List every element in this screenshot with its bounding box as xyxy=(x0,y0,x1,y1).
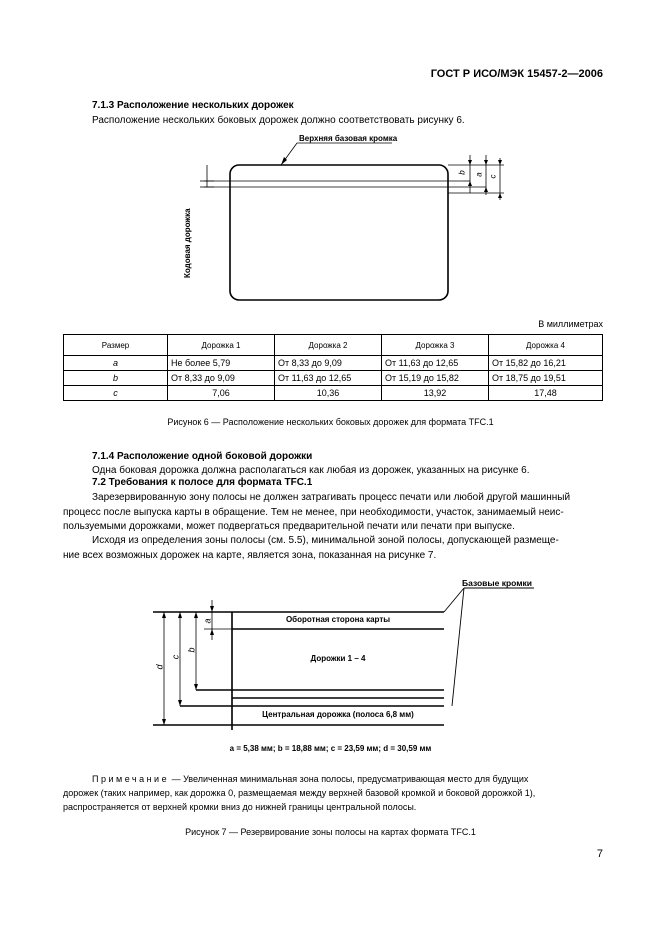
dim-b-label: b xyxy=(457,170,467,175)
base-edge-leader-2 xyxy=(452,588,464,706)
table-header: Дорожка 3 xyxy=(382,335,489,356)
section-heading-713: 7.1.3 Расположение нескольких дорожек xyxy=(92,100,294,111)
note-line-1 xyxy=(92,773,598,786)
table-cell: От 15,82 до 16,21 xyxy=(489,356,603,371)
table-header: Дорожка 4 xyxy=(489,335,603,356)
table-cell: a xyxy=(64,356,168,371)
code-track-label: Кодовая дорожка xyxy=(183,208,192,278)
section-heading-72: 7.2 Требования к полосе для формата TFC.1 xyxy=(92,477,313,488)
table-cell: 13,92 xyxy=(382,386,489,401)
table-cell: От 11,63 до 12,65 xyxy=(382,356,489,371)
table-cell: От 18,75 до 19,51 xyxy=(489,371,603,386)
table-cell: c xyxy=(64,386,168,401)
note-line-3: распространяется от верхней кромки вниз до нижней границы центральной полосы. xyxy=(63,802,417,812)
table-row xyxy=(64,356,603,371)
card-back-label: Оборотная сторона карты xyxy=(285,615,391,624)
section-72-p2-line1: Исходя из определения зоны полосы (см. 5.5), минимальной зоной полосы, допускающей размеще- xyxy=(92,535,559,546)
base-edges-label: Базовые кромки xyxy=(462,578,533,588)
card-outline xyxy=(230,165,448,300)
section-heading-714: 7.1.4 Расположение одной боковой дорожки xyxy=(92,451,313,462)
note-label: Примечание xyxy=(92,774,170,784)
table-cell: b xyxy=(64,371,168,386)
section-72-p1-line3: пользуемыми дорожками, может подвергаться предварительной печати или печати при выпуске. xyxy=(63,521,515,532)
section-text-713: Расположение нескольких боковых дорожек должно соответствовать рисунку 6. xyxy=(92,115,465,126)
table-cell: От 8,33 до 9,09 xyxy=(275,356,382,371)
table-cell: От 11,63 до 12,65 xyxy=(275,371,382,386)
table-row xyxy=(64,386,603,401)
dim-d-label: d xyxy=(154,664,165,670)
table-header-row xyxy=(64,335,603,356)
dim-a-label: a xyxy=(474,172,484,177)
section-text-714: Одна боковая дорожка должна располагаться как любая из дорожек, указанных на рисунке 6. xyxy=(92,465,530,476)
top-edge-label: Верхняя базовая кромка xyxy=(299,134,398,143)
figure-6-caption: Рисунок 6 — Расположение нескольких боковых дорожек для формата TFC.1 xyxy=(167,417,494,427)
table-cell: 17,48 xyxy=(489,386,603,401)
table-header: Размер xyxy=(64,335,168,356)
section-72-p2-line2: ние всех возможных дорожек на карте, является зона, показанная на рисунке 7. xyxy=(63,550,437,561)
page-number: 7 xyxy=(596,848,603,860)
note-line-2: дорожек (таких например, как дорожка 0, размещаемая между верхней базовой кромкой и боковой дорожкой 1), xyxy=(63,788,536,798)
dim-c-label: c xyxy=(488,174,498,179)
dim-a-label: a xyxy=(202,618,213,624)
section-72-p1-line1: Зарезервированную зону полосы не должен затрагивать процесс печати или любой другой машинный xyxy=(92,492,571,503)
dimensions-table xyxy=(63,334,603,401)
table-cell: От 15,19 до 15,82 xyxy=(382,371,489,386)
figure-6-drawing xyxy=(0,0,661,330)
dim-c-label: c xyxy=(170,654,181,660)
table-cell: 7,06 xyxy=(168,386,275,401)
units-note: В миллиметрах xyxy=(538,319,603,329)
section-72-p1-line2: процесс после выпуска карты в обращение. Тем не менее, при необходимости, участок, занимаемый неис- xyxy=(63,507,564,518)
figure-7-caption: Рисунок 7 — Резервирование зоны полосы на картах формата TFC.1 xyxy=(185,827,476,837)
document-id: ГОСТ Р ИСО/МЭК 15457-2—2006 xyxy=(430,68,603,80)
dim-b-label: b xyxy=(186,647,197,653)
table-cell: Не более 5,79 xyxy=(168,356,275,371)
tracks-label: Дорожки 1 – 4 xyxy=(310,654,366,663)
note-text-1: — Увеличенная минимальная зона полосы, предусматривающая место для будущих xyxy=(169,774,529,784)
central-track-label: Центральная дорожка (полоса 6,8 мм) xyxy=(262,710,414,719)
table-cell: 10,36 xyxy=(275,386,382,401)
table-header: Дорожка 2 xyxy=(275,335,382,356)
table-cell: От 8,33 до 9,09 xyxy=(168,371,275,386)
table-header: Дорожка 1 xyxy=(168,335,275,356)
base-edge-leader-1 xyxy=(444,588,464,612)
table-row xyxy=(64,371,603,386)
dimension-values: a = 5,38 мм; b = 18,88 мм; c = 23,59 мм; d = 30,59 мм xyxy=(229,744,432,753)
